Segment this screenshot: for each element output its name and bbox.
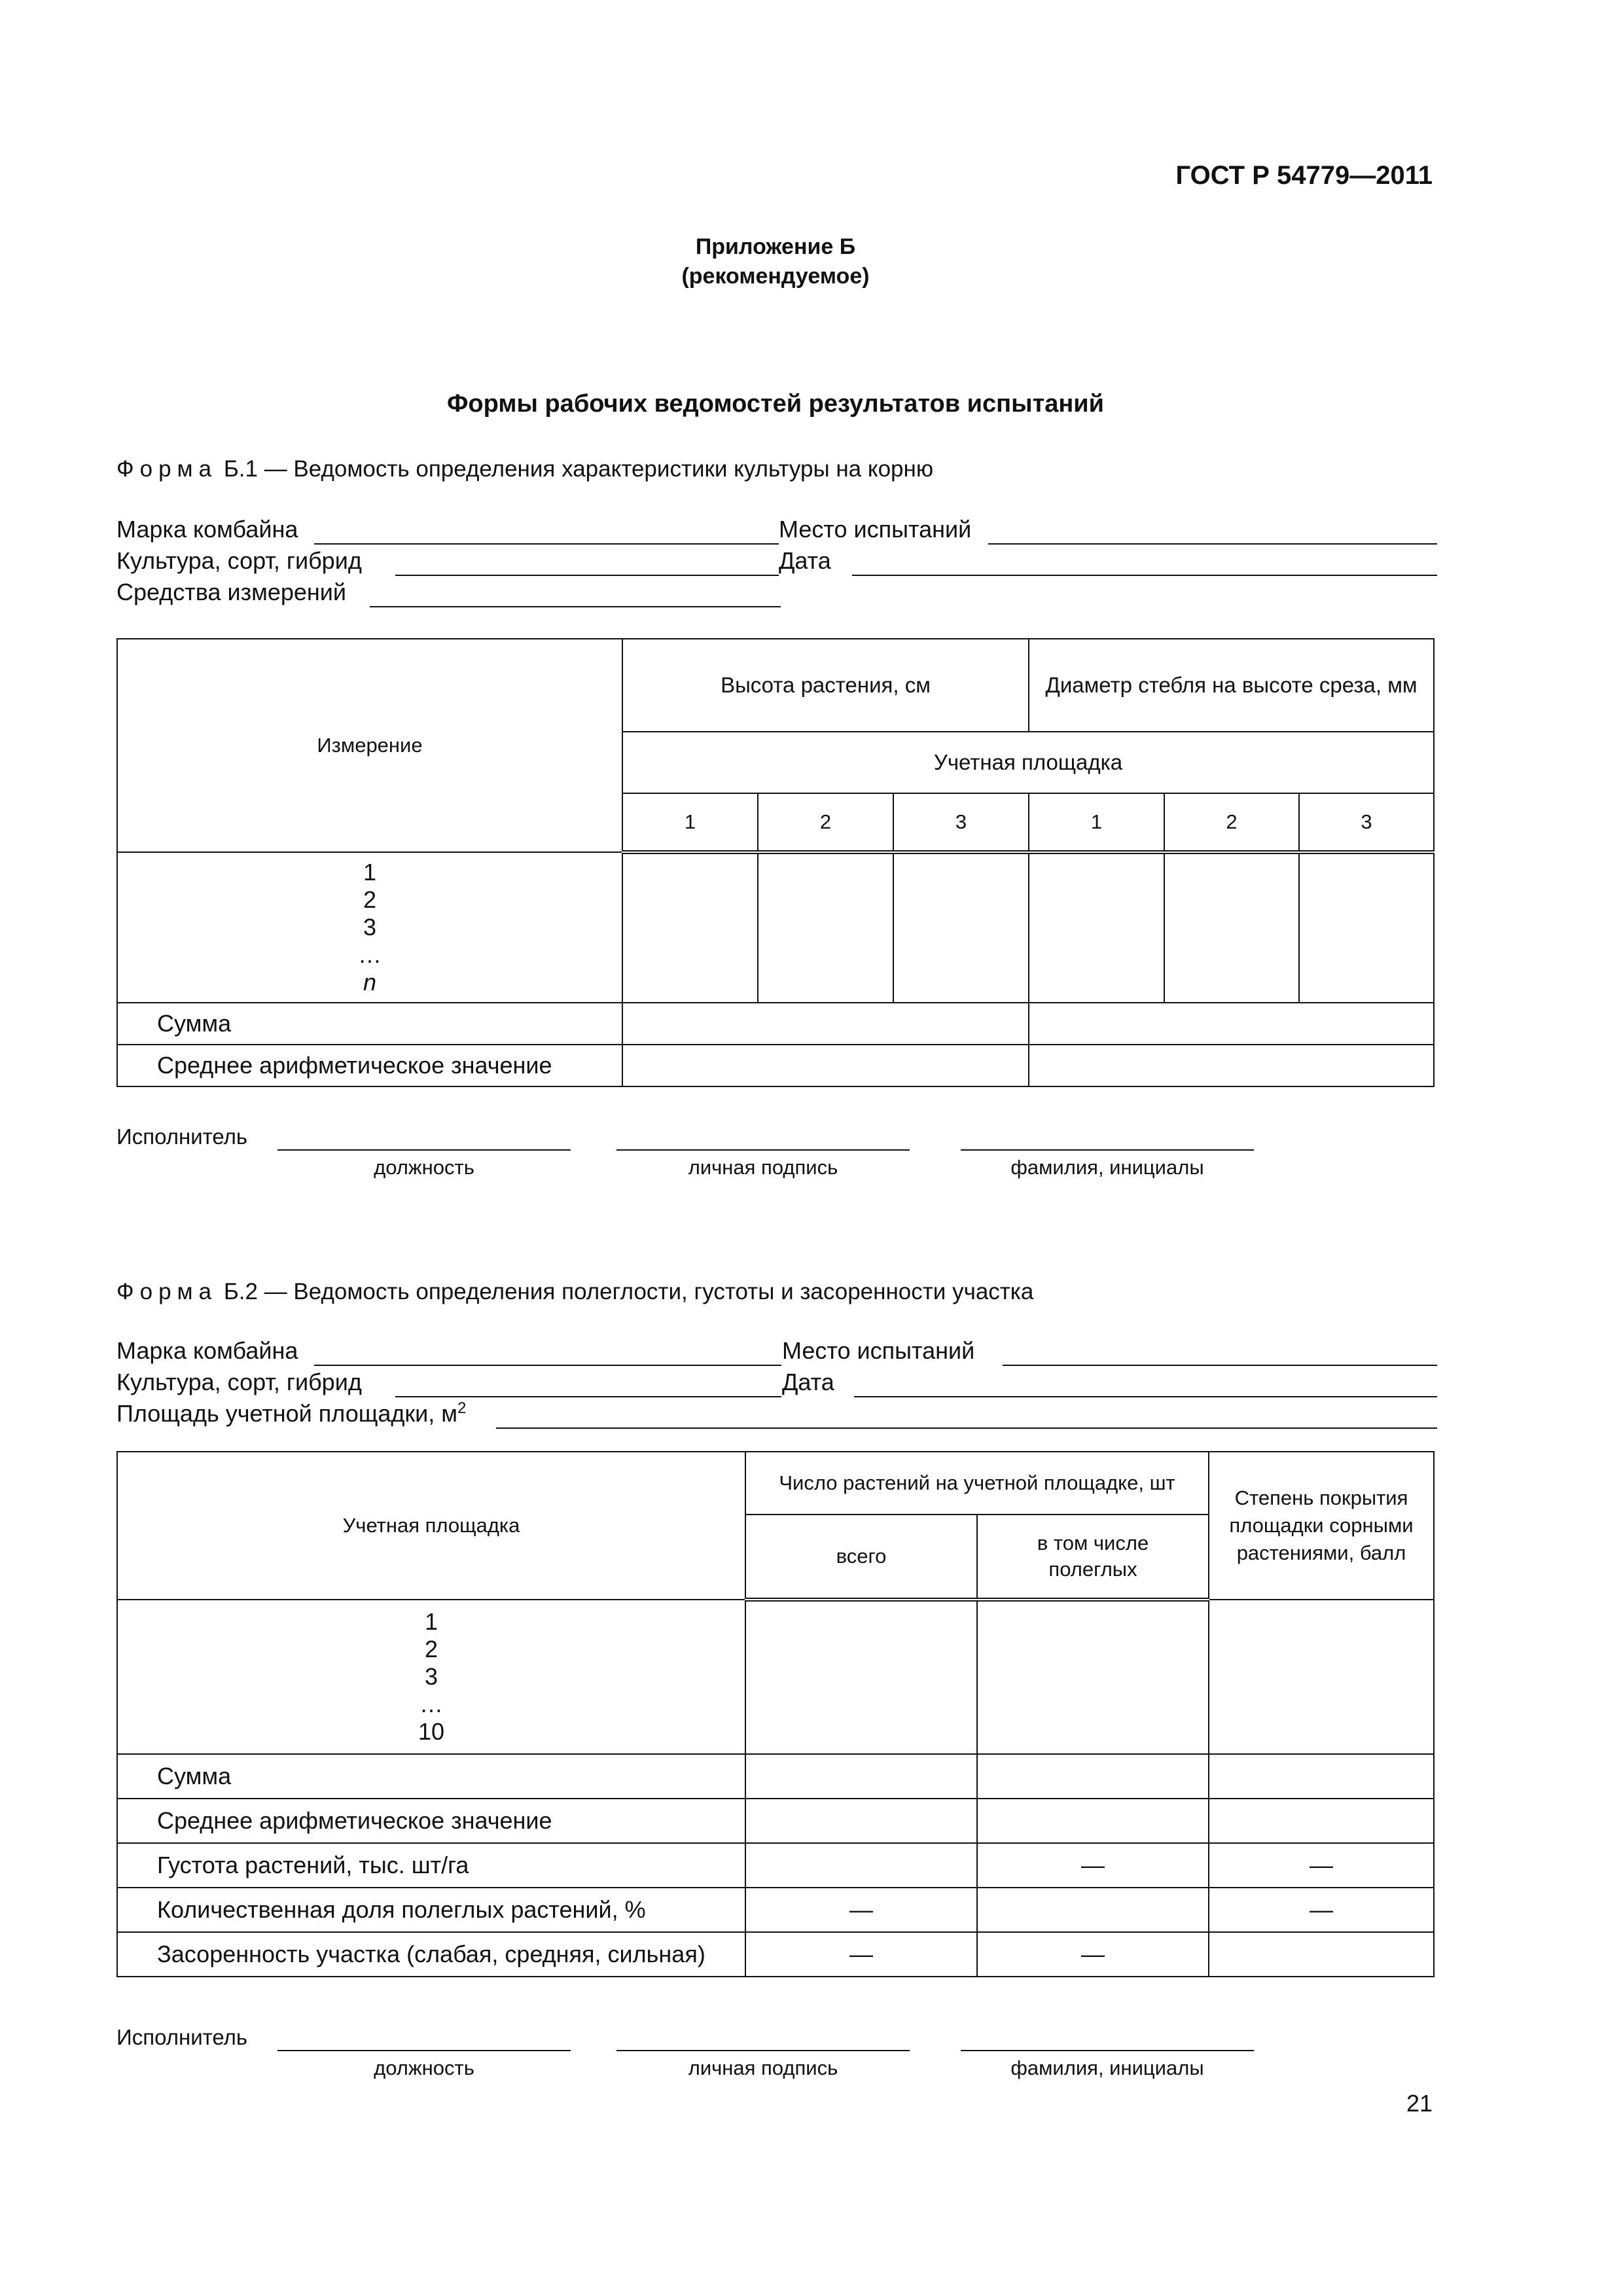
row-mean: Среднее арифметическое значение [117, 1799, 745, 1843]
row-sum: Сумма [117, 1754, 745, 1799]
data-cell[interactable] [1029, 1045, 1434, 1086]
col-measurement: Измерение [117, 639, 622, 852]
row-number: … [419, 1691, 443, 1717]
row-number: 2 [363, 886, 377, 913]
dash-cell: — [977, 1843, 1209, 1888]
data-cell[interactable] [1209, 1600, 1434, 1754]
annex-kind: (рекомендуемое) [681, 264, 870, 289]
row-mean: Среднее арифметическое значение [117, 1045, 622, 1086]
form1-caption [116, 456, 933, 482]
form1-measuring-means-line[interactable] [370, 606, 781, 607]
dash-cell: — [1209, 1888, 1434, 1932]
performer-label: Исполнитель [116, 1124, 248, 1149]
form2-test-place-line[interactable] [1003, 1365, 1437, 1366]
surname-line[interactable] [961, 1149, 1254, 1151]
data-cell[interactable] [1029, 1003, 1434, 1045]
form2-date-line[interactable] [854, 1396, 1437, 1397]
surname-caption: фамилия, инициалы [1010, 1156, 1204, 1179]
row-number: … [358, 941, 382, 968]
signature-line[interactable] [616, 2050, 910, 2051]
dash-cell: — [745, 1888, 977, 1932]
data-cell[interactable] [745, 1799, 977, 1843]
surname-caption: фамилия, инициалы [1010, 2056, 1204, 2079]
position-line[interactable] [277, 2050, 571, 2051]
data-cell[interactable] [1209, 1799, 1434, 1843]
col-total: всего [745, 1515, 977, 1600]
plot-number: 3 [1299, 793, 1434, 852]
form1-crop-label: Культура, сорт, гибрид [116, 547, 362, 574]
form2-test-place-label: Место испытаний [782, 1337, 975, 1364]
form1-measuring-means-label: Средства измерений [116, 579, 347, 605]
plot-number: 2 [1164, 793, 1299, 852]
form1-test-place-label: Место испытаний [779, 516, 972, 543]
form2-caption [116, 1279, 1033, 1305]
row-number: 1 [363, 859, 377, 886]
data-cell[interactable] [977, 1754, 1209, 1799]
form2-plot-area-line[interactable] [496, 1427, 1437, 1429]
row-density: Густота растений, тыс. шт/га [117, 1843, 745, 1888]
data-cell[interactable] [1029, 852, 1164, 1003]
data-cell[interactable] [745, 1754, 977, 1799]
col-plant-height: Высота растения, см [622, 639, 1029, 732]
data-cell[interactable] [977, 1799, 1209, 1843]
dash-cell: — [977, 1932, 1209, 1977]
position-caption: должность [374, 2056, 474, 2079]
position-caption: должность [374, 1156, 474, 1179]
form2-plot-area-label [116, 1400, 466, 1427]
data-cell[interactable] [622, 1045, 1029, 1086]
form2-date-label: Дата [782, 1369, 834, 1395]
signature-caption: личная подпись [688, 1156, 838, 1179]
row-number: 3 [424, 1663, 438, 1690]
plot-number: 1 [622, 793, 758, 852]
form2-crop-label: Культура, сорт, гибрид [116, 1369, 362, 1395]
row-sum: Сумма [117, 1003, 622, 1045]
col-plant-count: Число растений на учетной площадке, шт [745, 1452, 1209, 1515]
col-plot: Учетная площадка [117, 1452, 745, 1600]
form2-caption-text: Б.2 — Ведомость определения полеглости, густоты и засоренности участка [223, 1279, 1034, 1304]
form2-plot-area-exponent: 2 [457, 1399, 467, 1417]
form1-caption-label: Форма [116, 456, 218, 482]
form2-table [116, 1451, 1435, 1977]
dash-cell: — [1209, 1843, 1434, 1888]
row-number: 10 [418, 1718, 445, 1745]
performer-label: Исполнитель [116, 2025, 248, 2049]
form1-date-label: Дата [779, 547, 831, 574]
col-weed-cover: Степень покрытия площадки сорными растениями, балл [1209, 1452, 1434, 1600]
row-number: 2 [424, 1636, 438, 1662]
measurement-rows [117, 852, 622, 1003]
row-number: 3 [363, 914, 377, 941]
form1-combine-brand-label: Марка комбайна [116, 516, 298, 543]
form2-combine-brand-line[interactable] [314, 1365, 781, 1366]
data-cell[interactable] [1209, 1754, 1434, 1799]
form2-combine-brand-label: Марка комбайна [116, 1337, 298, 1364]
col-stem-diameter: Диаметр стебля на высоте среза, мм [1029, 639, 1434, 732]
plot-number: 1 [1029, 793, 1164, 852]
surname-line[interactable] [961, 2050, 1254, 2051]
form1-crop-line[interactable] [395, 575, 779, 576]
signature-caption: личная подпись [688, 2056, 838, 2079]
plot-number: 3 [893, 793, 1029, 852]
row-lodged-share: Количественная доля полеглых растений, % [117, 1888, 745, 1932]
data-cell[interactable] [745, 1600, 977, 1754]
row-number: 1 [424, 1608, 438, 1635]
form1-caption-text: Б.1 — Ведомость определения характеристики культуры на корню [223, 456, 934, 482]
data-cell[interactable] [1164, 852, 1299, 1003]
data-cell[interactable] [977, 1888, 1209, 1932]
row-weediness: Засоренность участка (слабая, средняя, сильная) [117, 1932, 745, 1977]
form1-test-place-line[interactable] [988, 543, 1437, 545]
data-cell[interactable] [1299, 852, 1434, 1003]
row-number: n [363, 969, 377, 996]
form1-date-line[interactable] [852, 575, 1437, 576]
page-number: 21 [1406, 2090, 1433, 2117]
annex-title: Приложение Б [695, 234, 856, 259]
form2-plot-area-text: Площадь учетной площадки, м [116, 1400, 457, 1427]
data-cell[interactable] [622, 852, 758, 1003]
form1-combine-brand-line[interactable] [314, 543, 779, 545]
plot-rows [117, 1600, 745, 1754]
form1-table [116, 638, 1435, 1087]
data-cell[interactable] [622, 1003, 1029, 1045]
form2-crop-line[interactable] [395, 1396, 781, 1397]
signature-line[interactable] [616, 1149, 910, 1151]
data-cell[interactable] [1209, 1932, 1434, 1977]
standard-code: ГОСТ Р 54779—2011 [1175, 161, 1433, 190]
data-cell[interactable] [977, 1600, 1209, 1754]
col-plot: Учетная площадка [622, 732, 1434, 793]
plot-number: 2 [758, 793, 893, 852]
section-title: Формы рабочих ведомостей результатов испытаний [447, 390, 1104, 418]
data-cell[interactable] [745, 1843, 977, 1888]
form2-caption-label: Форма [116, 1279, 218, 1304]
data-cell[interactable] [893, 852, 1029, 1003]
data-cell[interactable] [758, 852, 893, 1003]
col-lodged: в том числе полеглых [977, 1515, 1209, 1600]
dash-cell: — [745, 1932, 977, 1977]
position-line[interactable] [277, 1149, 571, 1151]
